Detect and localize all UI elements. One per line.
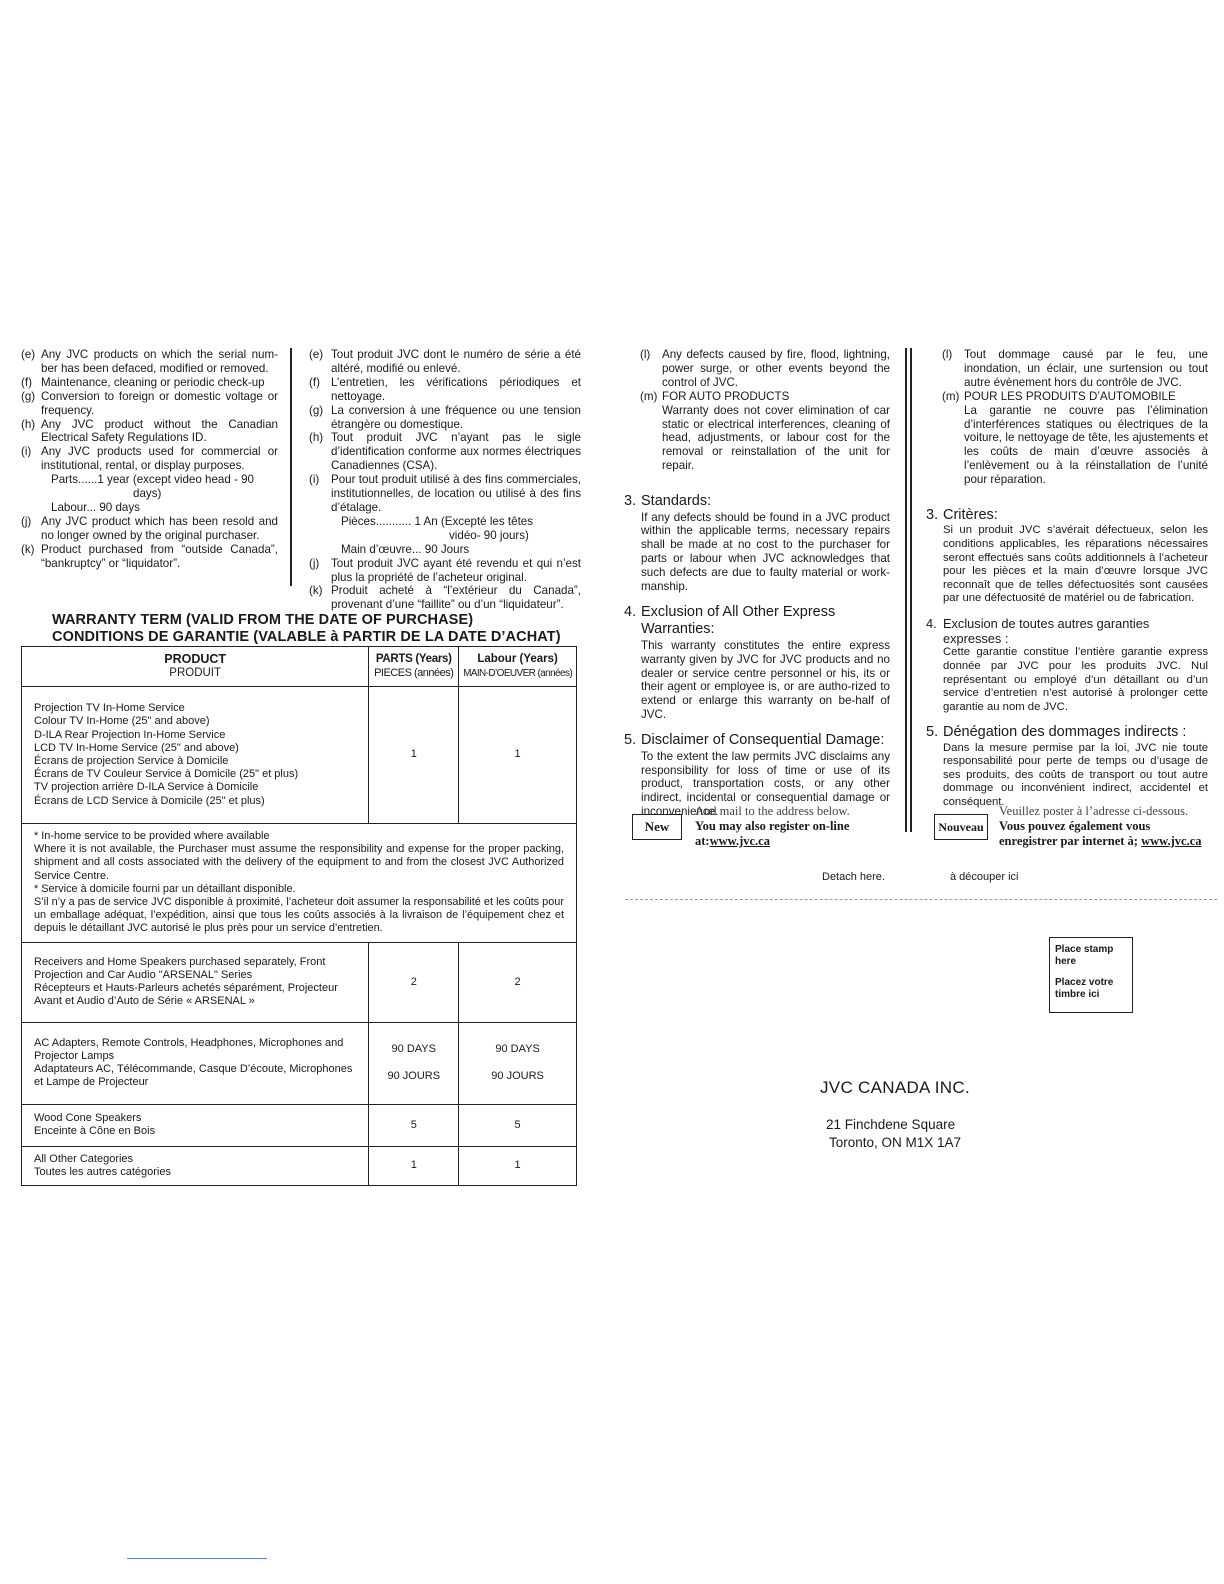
list-item: (e) Tout produit JVC dont le numéro de série a été altéré, modifié ou enlevé. — [309, 348, 581, 375]
section-exclusion-fr-text: Cette garantie constitue l’entière garantie express donnée par JVC pour les produits JVC. Nul représentant ou employé d’un détaillant ou d’un service d’entretien n’est autorisé à prolonger cette garantie au nom de JVC. — [943, 646, 1208, 713]
exclusions-en-list — [21, 348, 278, 473]
section-criteres-title: 3. Critères: — [926, 507, 998, 524]
text-line: S’il n’y a pas de service JVC disponible à proximité, l’acheteur doit assumer la responsabilité et les coûts pour un emballage adéquat, l’expédition, ainsi que tous les coûts associés à la livraison de l’équipement chez et depuis le détaillant JVC autorisé le plus près pour un service d’entretien. — [34, 896, 564, 935]
text-line: LCD TV In-Home Service (25" and above) — [34, 741, 239, 754]
parts-cell: 2 — [369, 942, 459, 1022]
product-cell: Receivers and Home Speakers purchased separately, Front Projection and Car Audio "ARSENAL" Series Récepteurs et Hauts-Parleurs achetés séparément, Projecteur Avant et Audio d’Auto de Série « ARSENAL » — [22, 942, 369, 1022]
text-line: Écrans de TV Couleur Service à Domicile (25" et plus) — [34, 768, 299, 781]
section-denegation-title: 5. Dénégation des dommages indirects : — [926, 724, 1187, 741]
exclusions-fr-column — [309, 348, 581, 612]
text-line: D-ILA Rear Projection In-Home Service — [34, 728, 226, 741]
list-item: (j) Tout produit JVC ayant été revendu et qui n’est plus la propriété de l’acheteur original. — [309, 556, 581, 584]
exclusion-l-en: (l) Any defects caused by fire, flood, lightning, power surge, or other events beyond the control of JVC. — [640, 348, 890, 389]
parts-cell: 90 DAYS 90 JOURS — [369, 1022, 459, 1104]
header-labour: Labour (Years) MAIN-D’OEUVER (années) — [459, 647, 577, 687]
stamp-box: Place stamp here Placez votre timbre ici — [1049, 937, 1133, 1013]
column-divider-double — [905, 348, 907, 832]
exclusion-l-fr: (l) Tout dommage causé par le feu, une inondation, un éclair, une surtension ou tout autre évènement hors du contrôle de JVC. — [942, 348, 1208, 389]
section-standards-title: 3. Standards: — [624, 493, 712, 510]
text-line: * Service à domicile fourni par un détaillant disponible. — [34, 882, 296, 895]
labour-cell: 1 — [459, 1146, 577, 1185]
list-item: (f) Maintenance, cleaning or periodic check-up — [21, 375, 265, 389]
parts-cell: 1 — [369, 1146, 459, 1185]
text-line: TV projection arrière D-ILA Service à Domicile — [34, 781, 259, 794]
in-home-service-note — [22, 824, 577, 943]
labour-cell: 2 — [459, 942, 577, 1022]
table-row — [22, 1022, 577, 1104]
register-link-en[interactable]: www.jvc.ca — [709, 834, 770, 848]
labour-cell: 90 DAYS 90 JOURS — [459, 1022, 577, 1104]
table-row — [22, 687, 577, 824]
text-line: Colour TV In-Home (25" and above) — [34, 715, 210, 728]
detach-label-fr: à découper ici — [950, 871, 1019, 883]
list-item: (k) Produit acheté à “l’extérieur du Canada”, provenant d’une “faillite” ou d’un “liquidateur”. — [309, 584, 581, 612]
parts-term-cont: days) — [133, 487, 162, 501]
detach-label-en: Detach here. — [822, 871, 885, 883]
labour-cell: 5 — [459, 1104, 577, 1146]
section-standards-text: If any defects should be found in a JVC product within the applicable terms, necessary repairs shall be made at no cost to the purchaser for parts or labour when JVC acknowledges that such defects are due to faulty material or work-manship. — [641, 510, 890, 594]
exclusions-en-list-2 — [21, 515, 278, 571]
header-parts: PARTS (Years) PIECES (années) — [369, 647, 459, 687]
text-line: Écrans de LCD Service à Domicile (25" et plus) — [34, 794, 265, 807]
text-line: * In-home service to be provided where available — [34, 830, 270, 842]
warranty-en-column — [624, 348, 890, 819]
section-criteres-text: Si un produit JVC s’avérait défectueux, selon les conditions applicables, les réparations nécessaires seront effectués sans coûts additionnels à l’acheteur pour les pièces et la main d’œuvre lorsque JVC reconnaît que de telles défectuosités sont causées par une défectuosité de matériel ou de fabrication. — [943, 524, 1208, 605]
exclusions-fr-list — [309, 348, 581, 515]
warranty-heading-fr: CONDITIONS DE GARANTIE (VALABLE à PARTIR DE LA DATE D’ACHAT) — [52, 629, 561, 645]
labour-cell: 1 — [459, 687, 577, 824]
text-line: Écrans de projection Service à Domicile — [34, 755, 229, 767]
parts-cell: 5 — [369, 1104, 459, 1146]
table-note-row — [22, 824, 577, 943]
table-row — [22, 1104, 577, 1146]
address-street: 21 Finchdene Square — [826, 1117, 956, 1132]
register-note-en: And mail to the address below. You may also register on-line at:www.jvc.ca — [695, 804, 850, 848]
nouveau-badge: Nouveau — [934, 814, 988, 840]
exclusion-m-en-text: Warranty does not cover elimination of car static or electrical interferences, cleaning of head, adjustments, or labour cost for the removal or reinstallation of the unit for repair. — [662, 403, 890, 473]
section-exclusion-text: This warranty constitutes the entire express warranty given by JVC for JVC products and no dealer or service centre personnel or his, its or their agent or employee is, or are autho-rized to extend or enlarge this warranty on be-half of JVC. — [641, 638, 890, 722]
column-divider — [290, 348, 292, 586]
section-denegation-text: Dans la mesure permise par la loi, JVC nie toute responsabilité pour perte de temps ou d’usage de ses produits, des coûts de transport ou tout autre dommage ou inconvénient indirect, accidentel et conséquent. — [943, 741, 1208, 808]
list-item: (k) Product purchased from “outside Canada”, “bankruptcy” or “liquidator”. — [21, 542, 278, 570]
warranty-table — [21, 646, 577, 1186]
table-header-row — [22, 647, 577, 687]
section-exclusion-fr-title: 4. Exclusion de toutes autres garanties expresses : — [926, 615, 1150, 647]
list-item: (i) Any JVC products used for commercial or institutional, rental, or display purposes. — [21, 445, 278, 473]
register-link-fr[interactable]: www.jvc.ca — [1141, 834, 1202, 848]
list-item: (e) Any JVC products on which the serial num-ber has been defaced, modified or removed. — [21, 348, 278, 375]
parts-cell: 1 — [369, 687, 459, 824]
product-cell: Wood Cone Speakers Enceinte à Cône en Bois — [22, 1104, 369, 1146]
product-cell — [22, 687, 369, 824]
parts-term: Parts......1 year (except video head - 90 — [51, 473, 254, 487]
column-divider-double — [910, 348, 912, 832]
list-item: (g) La conversion à une fréquence ou une tension étrangère ou domestique. — [309, 403, 581, 431]
detach-line — [625, 899, 1217, 900]
address-city: Toronto, ON M1X 1A7 — [829, 1135, 962, 1150]
company-name: JVC CANADA INC. — [820, 1078, 970, 1097]
list-item: (g) Conversion to foreign or domestic voltage or frequency. — [21, 389, 278, 417]
pieces-term: Pièces........... 1 An (Excepté les têtes — [341, 514, 534, 528]
text-line: Projection TV In-Home Service — [34, 702, 185, 715]
list-item: (j) Any JVC product which has been resold and no longer owned by the original purchaser. — [21, 514, 278, 542]
table-row — [22, 942, 577, 1022]
exclusion-m-fr-text: La garantie ne couvre pas l’élimination d’interférences statiques ou électriques de la voiture, le nettoyage de tête, les ajustements et les coûts de main d’œuvre associés à l’enlèvement ou à la réinstallation de l’unité pour réparation. — [964, 403, 1208, 487]
bottom-rule — [127, 1558, 267, 1559]
pieces-term-cont: vidéo- 90 jours) — [449, 528, 529, 542]
text-line: Where it is not available, the Purchaser must assume the responsibility and expense for the proper packing, shipment and all costs associated with the delivery of the equipment to and from the closest JVC Authorized Service Centre. — [34, 843, 564, 882]
list-item: (h) Any JVC product without the Canadian Electrical Safety Regulations ID. — [21, 417, 278, 445]
list-item: (i) Pour tout produit utilisé à des fins commerciales, institutionnelles, de location ou utilisé à des fins d’étalage. — [309, 473, 581, 514]
warranty-fr-column — [926, 348, 1208, 809]
table-row — [22, 1146, 577, 1185]
labour-term: Labour... 90 days — [51, 500, 140, 514]
exclusion-m-en: (m) FOR AUTO PRODUCTS — [640, 389, 790, 403]
main-oeuvre-term: Main d’œuvre... 90 Jours — [341, 542, 470, 556]
warranty-heading-en: WARRANTY TERM (VALID FROM THE DATE OF PURCHASE) — [52, 612, 474, 628]
product-cell: AC Adapters, Remote Controls, Headphones, Microphones and Projector Lamps Adaptateurs AC, Télécommande, Casque D’écoute, Microphones et Lampe de Projecteur — [22, 1022, 369, 1104]
section-exclusion-title: 4. Exclusion of All Other Express Warranties: — [624, 603, 836, 638]
list-item: (f) L’entretien, les vérifications périodiques et nettoyage. — [309, 375, 581, 403]
section-disclaimer-title: 5. Disclaimer of Consequential Damage: — [624, 732, 885, 749]
exclusion-m-fr: (m) POUR LES PRODUITS D’AUTOMOBILE — [942, 389, 1176, 403]
header-product: PRODUCT PRODUIT — [22, 647, 369, 687]
new-badge: New — [632, 814, 682, 840]
section-disclaimer-text: To the extent the law permits JVC disclaims any responsibility for loss of time or use of its product, transportation costs, or any other indirect, incidental or consequential damage or inconvenience. — [641, 749, 890, 819]
product-cell: All Other Categories Toutes les autres catégories — [22, 1146, 369, 1185]
register-note-fr: Veuillez poster à l’adresse ci-dessous. Vous pouvez également vous enregistrer par internet à; www.jvc.ca — [999, 804, 1202, 848]
exclusions-fr-list-2 — [309, 557, 581, 613]
list-item: (h) Tout produit JVC n’ayant pas le sigle d’identification conforme aux normes électriques Canadiennes (CSA). — [309, 431, 581, 473]
exclusions-en-column — [21, 348, 278, 571]
